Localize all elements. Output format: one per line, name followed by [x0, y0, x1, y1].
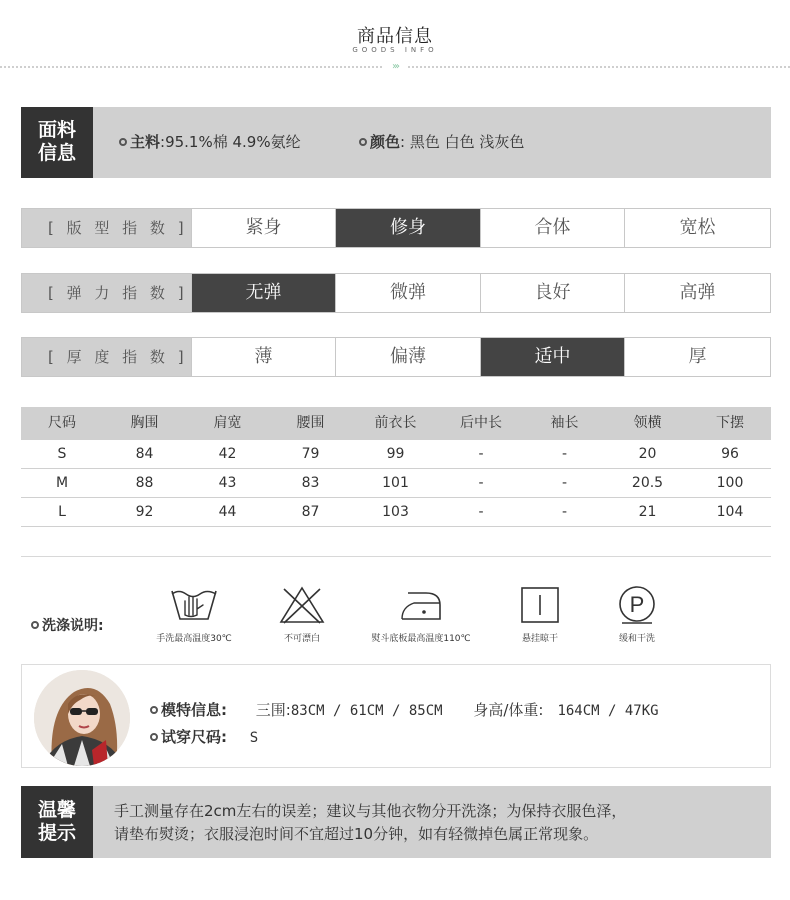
model-info-label: 模特信息:: [161, 701, 227, 719]
wash-item-text: 悬挂晾干: [521, 634, 558, 644]
table-header-cell: 肩宽: [213, 415, 242, 431]
table-cell: 44: [218, 504, 237, 520]
color-label: 颜色: [370, 133, 401, 151]
no-bleach-icon: [277, 585, 327, 625]
iron-icon: [396, 585, 446, 625]
table-row: [21, 469, 771, 498]
table-header-cell: 领横: [633, 415, 662, 431]
table-header-cell: 下摆: [716, 415, 744, 431]
measure-value: 83CM / 61CM / 85CM: [290, 703, 443, 719]
table-cell: -: [478, 446, 484, 462]
table-row: [21, 440, 771, 469]
thickness-index-row: [21, 337, 771, 377]
section-subtitle: GOODS INFO: [352, 46, 438, 54]
elasticity-option-high: 高弹: [624, 274, 770, 312]
wash-instructions: [21, 585, 771, 660]
wash-item-text: 缓和干洗: [618, 634, 655, 644]
thickness-option-thin: 薄: [191, 338, 335, 376]
hang-dry-icon: [515, 585, 565, 625]
arrows-icon: ›››: [382, 62, 408, 72]
table-cell: 84: [135, 446, 154, 462]
section-title: 商品信息: [357, 26, 433, 47]
fit-index-row: [21, 208, 771, 248]
table-cell: -: [478, 475, 484, 491]
thickness-index-label: [ 厚 度 指 数 ]: [22, 338, 191, 376]
table-cell: 88: [135, 475, 154, 491]
table-cell: 20: [638, 446, 657, 462]
fit-option-regular: 合体: [480, 209, 624, 247]
wash-item-hang-dry: [501, 585, 579, 644]
table-cell: 83: [301, 475, 320, 491]
table-header-cell: 胸围: [130, 415, 159, 431]
table-cell: 92: [135, 504, 154, 520]
table-cell: 79: [301, 446, 320, 462]
table-cell: -: [478, 504, 484, 520]
model-measurements-line: [150, 699, 659, 720]
elasticity-option-good: 良好: [480, 274, 624, 312]
table-cell: 99: [386, 446, 405, 462]
bullet-icon: [150, 733, 158, 741]
bullet-icon: [31, 621, 39, 629]
table-row: [21, 498, 771, 527]
wash-item-hand-wash: [139, 585, 249, 644]
table-cell: 21: [638, 504, 657, 520]
size-table-header: [21, 407, 771, 440]
table-cell: 87: [301, 504, 320, 520]
table-cell: L: [58, 504, 66, 520]
avatar: [34, 670, 130, 766]
table-cell: 20.5: [631, 475, 664, 491]
dry-clean-icon: [612, 585, 662, 625]
table-cell: 43: [218, 475, 237, 491]
table-cell: S: [57, 446, 67, 462]
table-cell: 103: [382, 504, 409, 520]
table-cell: 104: [716, 504, 744, 520]
wash-item-text: 熨斗底板最高温度110℃: [371, 634, 471, 644]
fit-option-slim: 修身: [335, 209, 480, 247]
table-cell: 101: [382, 475, 409, 491]
fit-option-tight: 紧身: [191, 209, 335, 247]
table-header-cell: 前衣长: [374, 415, 417, 431]
thickness-option-thick: 厚: [624, 338, 770, 376]
section-header: [0, 0, 790, 80]
wash-item-iron: [361, 585, 481, 644]
wash-item-dry-clean: [597, 585, 677, 644]
table-header-cell: 袖长: [550, 415, 579, 431]
color-info: [359, 107, 524, 178]
elasticity-option-slight: 微弹: [335, 274, 480, 312]
warm-tip-text: 手工测量存在2cm左右的误差；建议与其他衣物分开洗涤；为保持衣服色泽， 请垫布熨烫；衣服浸泡时间不宜超过10分钟，如有轻微掉色属正常现象。: [114, 802, 627, 843]
elasticity-option-none: 无弹: [191, 274, 335, 312]
table-cell: 100: [716, 475, 744, 491]
table-cell: -: [561, 504, 568, 520]
elasticity-index-label: [ 弹 力 指 数 ]: [22, 274, 191, 312]
color-value: : 黑色 白色 浅灰色: [400, 133, 525, 151]
warm-tip-bar: [21, 786, 771, 858]
thickness-option-medium: 适中: [480, 338, 624, 376]
wash-item-text: 手洗最高温度30℃: [156, 634, 232, 644]
size-table: [21, 407, 771, 527]
table-header-cell: 后中长: [460, 415, 502, 431]
material-info: [119, 107, 301, 178]
table-cell: 42: [218, 446, 237, 462]
height-weight-value: 164CM / 47KG: [557, 703, 659, 719]
height-weight-label: 身高/体重:: [473, 701, 544, 719]
size-value: S: [249, 730, 259, 746]
material-value: :95.1%棉 4.9%氨纶: [160, 133, 301, 151]
section-divider: [21, 556, 771, 557]
hand-wash-icon: [169, 585, 219, 625]
fit-option-loose: 宽松: [624, 209, 770, 247]
table-cell: 96: [721, 446, 739, 462]
measure-label: 三围:: [255, 701, 291, 719]
table-cell: -: [561, 475, 568, 491]
fabric-info-label: 面料 信息: [21, 107, 93, 178]
table-cell: M: [55, 475, 69, 491]
wash-label: 洗涤说明:: [31, 615, 104, 635]
wash-item-no-bleach: [257, 585, 347, 644]
model-size-line: [150, 726, 258, 747]
size-label: 试穿尺码:: [161, 728, 227, 746]
bullet-icon: [359, 138, 367, 146]
table-header-cell: 尺码: [48, 415, 76, 431]
bullet-icon: [119, 138, 127, 146]
bullet-icon: [150, 706, 158, 714]
material-label: 主料: [130, 133, 161, 151]
warm-tip-label: 温馨 提示: [21, 786, 93, 858]
table-cell: -: [561, 446, 568, 462]
fit-index-label: [ 版 型 指 数 ]: [22, 209, 191, 247]
fabric-info-bar: [21, 107, 771, 178]
thickness-option-fairly-thin: 偏薄: [335, 338, 480, 376]
model-info-box: [21, 664, 771, 768]
svg-text:P: P: [629, 592, 645, 617]
elasticity-index-row: [21, 273, 771, 313]
wash-item-text: 不可漂白: [283, 634, 320, 644]
table-header-cell: 腰围: [296, 415, 325, 431]
